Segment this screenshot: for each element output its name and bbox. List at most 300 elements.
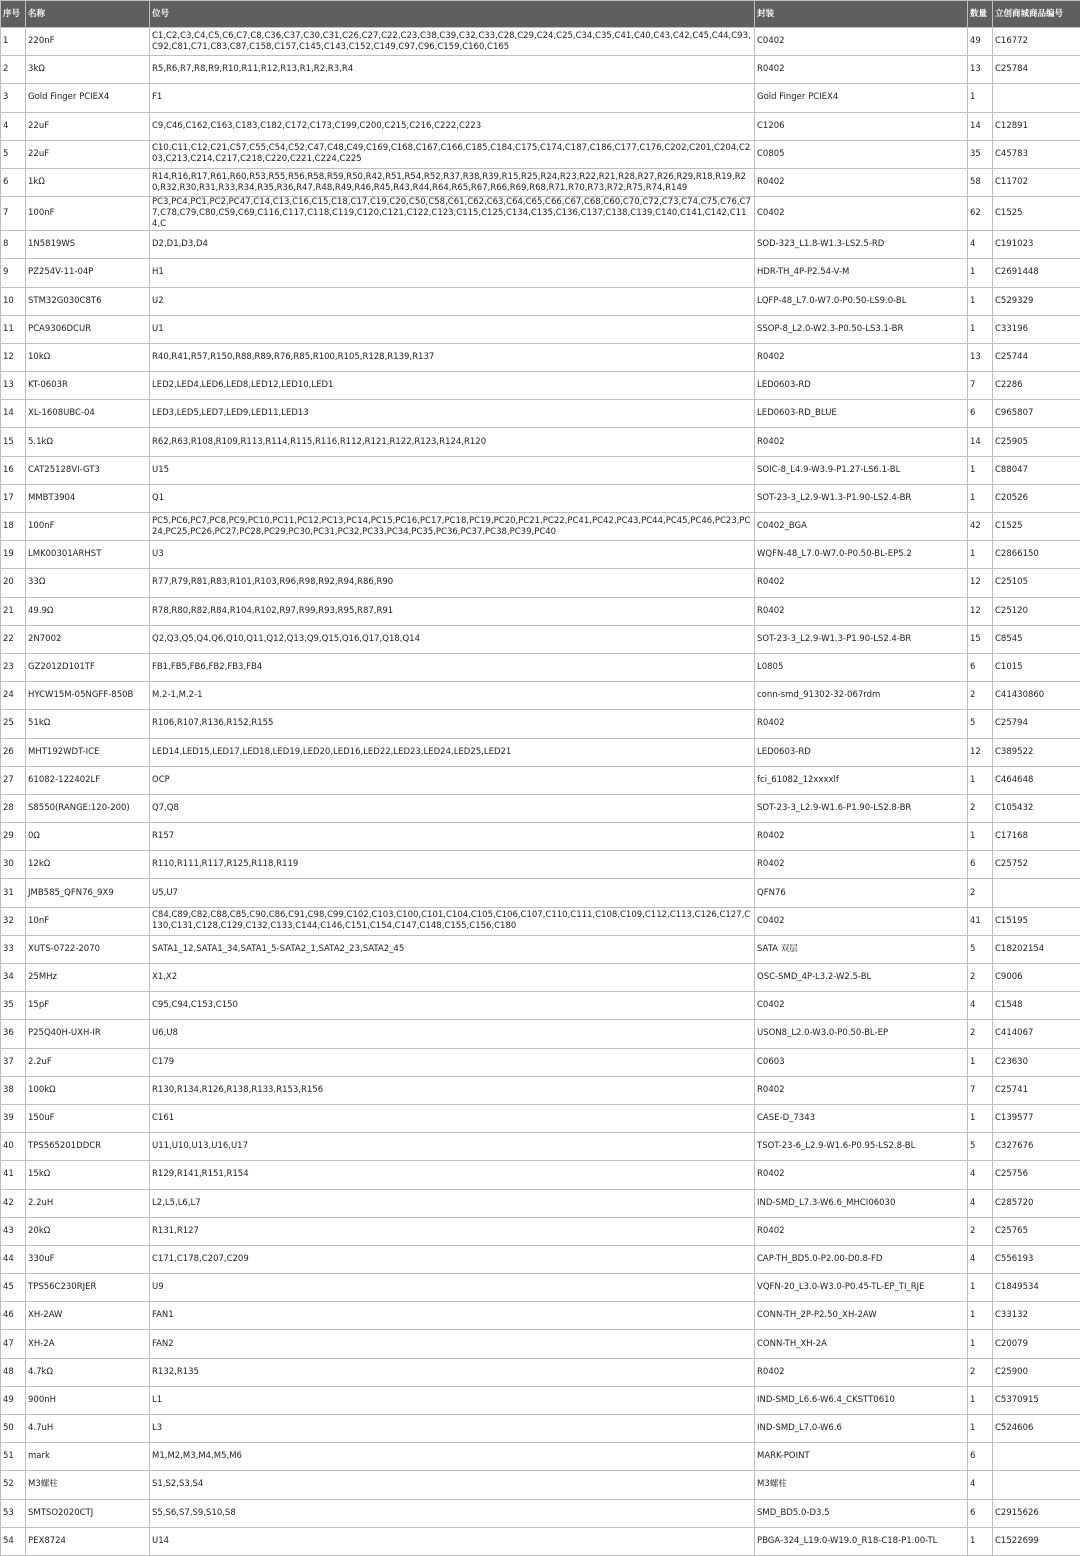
cell-name: 100kΩ [26, 1076, 150, 1104]
cell-designator: C9,C46,C162,C163,C183,C182,C172,C173,C199,C200,C215,C216,C222,C223 [150, 112, 755, 140]
cell-quantity: 49 [968, 28, 993, 56]
cell-footprint: C0402 [755, 992, 968, 1020]
cell-index: 19 [1, 541, 26, 569]
cell-index: 46 [1, 1302, 26, 1330]
cell-quantity: 5 [968, 935, 993, 963]
cell-index: 11 [1, 315, 26, 343]
cell-quantity: 5 [968, 710, 993, 738]
cell-name: MHT192WDT-ICE [26, 738, 150, 766]
cell-designator: FAN1 [150, 1302, 755, 1330]
cell-quantity: 4 [968, 1471, 993, 1499]
header-lcsc-part: 立创商城商品编号 [993, 1, 1080, 28]
cell-index: 34 [1, 964, 26, 992]
cell-quantity: 2 [968, 1217, 993, 1245]
table-row [1, 879, 1080, 907]
cell-index: 2 [1, 56, 26, 84]
cell-index: 24 [1, 682, 26, 710]
cell-name: 22uF [26, 140, 150, 168]
table-row [1, 541, 1080, 569]
cell-name: 61082-122402LF [26, 766, 150, 794]
cell-designator: U11,U10,U13,U16,U17 [150, 1133, 755, 1161]
cell-quantity: 41 [968, 907, 993, 935]
cell-lcsc-part: C1015 [993, 653, 1080, 681]
table-row [1, 682, 1080, 710]
cell-lcsc-part: C1849534 [993, 1274, 1080, 1302]
cell-name: 51kΩ [26, 710, 150, 738]
cell-lcsc-part: C327676 [993, 1133, 1080, 1161]
cell-footprint: IND-SMD_L7.0-W6.6 [755, 1415, 968, 1443]
cell-index: 35 [1, 992, 26, 1020]
cell-name: 10kΩ [26, 343, 150, 371]
cell-index: 16 [1, 456, 26, 484]
cell-index: 30 [1, 851, 26, 879]
cell-quantity: 42 [968, 513, 993, 541]
table-row [1, 168, 1080, 196]
table-row [1, 315, 1080, 343]
cell-index: 38 [1, 1076, 26, 1104]
table-row [1, 484, 1080, 512]
cell-designator: L3 [150, 1415, 755, 1443]
cell-name: TPS565201DDCR [26, 1133, 150, 1161]
cell-name: STM32G030C8T6 [26, 287, 150, 315]
cell-index: 20 [1, 569, 26, 597]
cell-designator: R157 [150, 823, 755, 851]
table-header [1, 1, 1080, 28]
cell-footprint: SOIC-8_L4.9-W3.9-P1.27-LS6.1-BL [755, 456, 968, 484]
cell-name: 0Ω [26, 823, 150, 851]
cell-quantity: 1 [968, 484, 993, 512]
cell-footprint: C0402 [755, 907, 968, 935]
cell-index: 50 [1, 1415, 26, 1443]
cell-designator: H1 [150, 259, 755, 287]
cell-designator: Q1 [150, 484, 755, 512]
header-index: 序号 [1, 1, 26, 28]
cell-index: 48 [1, 1358, 26, 1386]
cell-designator: M1,M2,M3,M4,M5,M6 [150, 1443, 755, 1471]
cell-quantity: 1 [968, 1104, 993, 1132]
table-row [1, 259, 1080, 287]
table-row [1, 1020, 1080, 1048]
table-row [1, 1330, 1080, 1358]
cell-lcsc-part [993, 1443, 1080, 1471]
cell-lcsc-part: C191023 [993, 231, 1080, 259]
cell-lcsc-part: C2286 [993, 372, 1080, 400]
cell-index: 32 [1, 907, 26, 935]
cell-lcsc-part: C33196 [993, 315, 1080, 343]
cell-quantity: 12 [968, 597, 993, 625]
table-row [1, 1048, 1080, 1076]
cell-footprint: R0402 [755, 851, 968, 879]
cell-lcsc-part: C2915626 [993, 1499, 1080, 1527]
cell-quantity: 1 [968, 1048, 993, 1076]
cell-name: XH-2AW [26, 1302, 150, 1330]
header-designator: 位号 [150, 1, 755, 28]
cell-index: 42 [1, 1189, 26, 1217]
table-row [1, 1217, 1080, 1245]
cell-quantity: 58 [968, 168, 993, 196]
cell-designator: R78,R80,R82,R84,R104,R102,R97,R99,R93,R95,R87,R91 [150, 597, 755, 625]
cell-designator: U1 [150, 315, 755, 343]
cell-name: 220nF [26, 28, 150, 56]
table-row [1, 710, 1080, 738]
cell-name: S8550(RANGE:120-200) [26, 794, 150, 822]
cell-footprint: WQFN-48_L7.0-W7.0-P0.50-BL-EP5.2 [755, 541, 968, 569]
cell-quantity: 1 [968, 315, 993, 343]
cell-footprint: C0805 [755, 140, 968, 168]
cell-quantity: 6 [968, 1499, 993, 1527]
cell-lcsc-part: C285720 [993, 1189, 1080, 1217]
cell-designator: U15 [150, 456, 755, 484]
cell-quantity: 6 [968, 1443, 993, 1471]
cell-quantity: 1 [968, 84, 993, 112]
cell-quantity: 1 [968, 1386, 993, 1414]
cell-footprint: SSOP-8_L2.0-W2.3-P0.50-LS3.1-BR [755, 315, 968, 343]
cell-lcsc-part: C12891 [993, 112, 1080, 140]
table-row [1, 1161, 1080, 1189]
cell-quantity: 14 [968, 112, 993, 140]
cell-quantity: 2 [968, 1358, 993, 1386]
header-name: 名称 [26, 1, 150, 28]
cell-footprint: R0402 [755, 597, 968, 625]
table-row [1, 851, 1080, 879]
cell-index: 43 [1, 1217, 26, 1245]
cell-name: 1kΩ [26, 168, 150, 196]
cell-footprint: QFN76 [755, 879, 968, 907]
cell-lcsc-part: C25794 [993, 710, 1080, 738]
table-row [1, 1415, 1080, 1443]
table-row [1, 140, 1080, 168]
cell-designator: U5,U7 [150, 879, 755, 907]
cell-index: 8 [1, 231, 26, 259]
cell-name: KT-0603R [26, 372, 150, 400]
cell-name: 150uF [26, 1104, 150, 1132]
cell-quantity: 15 [968, 625, 993, 653]
header-quantity: 数量 [968, 1, 993, 28]
table-row [1, 84, 1080, 112]
cell-designator: R131,R127 [150, 1217, 755, 1245]
cell-footprint: LED0603-RD_BLUE [755, 400, 968, 428]
cell-designator: R130,R134,R126,R138,R133,R153,R156 [150, 1076, 755, 1104]
cell-lcsc-part: C414067 [993, 1020, 1080, 1048]
cell-name: CAT25128VI-GT3 [26, 456, 150, 484]
cell-designator: Q2,Q3,Q5,Q4,Q6,Q10,Q11,Q12,Q13,Q9,Q15,Q16,Q17,Q18,Q14 [150, 625, 755, 653]
table-row [1, 1104, 1080, 1132]
cell-index: 3 [1, 84, 26, 112]
cell-name: 1N5819WS [26, 231, 150, 259]
cell-name: 5.1kΩ [26, 428, 150, 456]
cell-designator: LED3,LED5,LED7,LED9,LED11,LED13 [150, 400, 755, 428]
cell-index: 18 [1, 513, 26, 541]
cell-designator: FAN2 [150, 1330, 755, 1358]
cell-name: 100nF [26, 513, 150, 541]
cell-quantity: 13 [968, 56, 993, 84]
table-row [1, 1302, 1080, 1330]
cell-index: 40 [1, 1133, 26, 1161]
cell-designator: X1,X2 [150, 964, 755, 992]
table-row [1, 1274, 1080, 1302]
cell-index: 12 [1, 343, 26, 371]
cell-index: 6 [1, 168, 26, 196]
cell-footprint: SOT-23-3_L2.9-W1.3-P1.90-LS2.4-BR [755, 625, 968, 653]
cell-index: 14 [1, 400, 26, 428]
cell-designator: SATA1_12,SATA1_34,SATA1_5-SATA2_1,SATA2_23,SATA2_45 [150, 935, 755, 963]
cell-index: 41 [1, 1161, 26, 1189]
cell-lcsc-part: C41430860 [993, 682, 1080, 710]
table-row [1, 964, 1080, 992]
cell-lcsc-part: C25741 [993, 1076, 1080, 1104]
cell-lcsc-part: C25120 [993, 597, 1080, 625]
cell-designator: C171,C178,C207,C209 [150, 1245, 755, 1273]
cell-name: 4.7uH [26, 1415, 150, 1443]
cell-quantity: 6 [968, 400, 993, 428]
cell-footprint: R0402 [755, 1161, 968, 1189]
cell-index: 47 [1, 1330, 26, 1358]
cell-name: 20kΩ [26, 1217, 150, 1245]
cell-lcsc-part: C25905 [993, 428, 1080, 456]
cell-footprint: C0402_BGA [755, 513, 968, 541]
cell-lcsc-part: C1548 [993, 992, 1080, 1020]
cell-name: PEX8724 [26, 1527, 150, 1555]
cell-name: XL-1608UBC-04 [26, 400, 150, 428]
cell-name: HYCW15M-05NGFF-850B [26, 682, 150, 710]
cell-index: 27 [1, 766, 26, 794]
cell-lcsc-part: C389522 [993, 738, 1080, 766]
cell-lcsc-part: C8545 [993, 625, 1080, 653]
cell-footprint: IND-SMD_L6.6-W6.4_CKSTT0610 [755, 1386, 968, 1414]
cell-lcsc-part: C556193 [993, 1245, 1080, 1273]
cell-quantity: 6 [968, 653, 993, 681]
cell-lcsc-part: C139577 [993, 1104, 1080, 1132]
cell-footprint: MARK-POINT [755, 1443, 968, 1471]
cell-lcsc-part: C16772 [993, 28, 1080, 56]
cell-designator: Q7,Q8 [150, 794, 755, 822]
cell-footprint: LED0603-RD [755, 372, 968, 400]
cell-lcsc-part: C17168 [993, 823, 1080, 851]
cell-lcsc-part: C25756 [993, 1161, 1080, 1189]
cell-quantity: 13 [968, 343, 993, 371]
cell-footprint: R0402 [755, 1358, 968, 1386]
table-row [1, 766, 1080, 794]
cell-name: 2.2uH [26, 1189, 150, 1217]
cell-footprint: R0402 [755, 710, 968, 738]
cell-name: SMTSO2020CTJ [26, 1499, 150, 1527]
cell-name: 15kΩ [26, 1161, 150, 1189]
cell-footprint: L0805 [755, 653, 968, 681]
cell-lcsc-part [993, 1471, 1080, 1499]
cell-lcsc-part: C25765 [993, 1217, 1080, 1245]
table-row [1, 28, 1080, 56]
cell-name: PZ254V-11-04P [26, 259, 150, 287]
table-row [1, 1499, 1080, 1527]
cell-quantity: 1 [968, 1330, 993, 1358]
table-row [1, 597, 1080, 625]
table-row [1, 738, 1080, 766]
cell-index: 36 [1, 1020, 26, 1048]
cell-index: 44 [1, 1245, 26, 1273]
table-row [1, 1133, 1080, 1161]
cell-quantity: 12 [968, 569, 993, 597]
cell-name: 2.2uF [26, 1048, 150, 1076]
table-row [1, 456, 1080, 484]
cell-index: 51 [1, 1443, 26, 1471]
cell-designator: LED2,LED4,LED6,LED8,LED12,LED10,LED1 [150, 372, 755, 400]
cell-index: 15 [1, 428, 26, 456]
cell-name: 22uF [26, 112, 150, 140]
cell-footprint: R0402 [755, 168, 968, 196]
cell-lcsc-part: C25744 [993, 343, 1080, 371]
cell-footprint: R0402 [755, 343, 968, 371]
cell-lcsc-part: C5370915 [993, 1386, 1080, 1414]
cell-index: 22 [1, 625, 26, 653]
table-row [1, 400, 1080, 428]
cell-footprint: LED0603-RD [755, 738, 968, 766]
table-row [1, 823, 1080, 851]
cell-index: 1 [1, 28, 26, 56]
cell-lcsc-part [993, 879, 1080, 907]
table-row [1, 287, 1080, 315]
cell-index: 29 [1, 823, 26, 851]
cell-lcsc-part: C20079 [993, 1330, 1080, 1358]
cell-quantity: 1 [968, 823, 993, 851]
cell-quantity: 1 [968, 1274, 993, 1302]
cell-name: 10nF [26, 907, 150, 935]
cell-footprint: conn-smd_91302-32-067rdm [755, 682, 968, 710]
cell-footprint: SATA 双层 [755, 935, 968, 963]
cell-designator: R40,R41,R57,R150,R88,R89,R76,R85,R100,R105,R128,R139,R137 [150, 343, 755, 371]
cell-designator: C95,C94,C153,C150 [150, 992, 755, 1020]
cell-footprint: IND-SMD_L7.3-W6.6_MHCI06030 [755, 1189, 968, 1217]
table-row [1, 1527, 1080, 1555]
table-row [1, 1471, 1080, 1499]
cell-quantity: 62 [968, 197, 993, 231]
table-row [1, 907, 1080, 935]
cell-index: 10 [1, 287, 26, 315]
cell-name: PCA9306DCUR [26, 315, 150, 343]
cell-index: 9 [1, 259, 26, 287]
cell-quantity: 4 [968, 231, 993, 259]
table-row [1, 343, 1080, 371]
cell-index: 39 [1, 1104, 26, 1132]
cell-designator: U2 [150, 287, 755, 315]
cell-index: 25 [1, 710, 26, 738]
cell-index: 5 [1, 140, 26, 168]
cell-name: 12kΩ [26, 851, 150, 879]
header-footprint: 封装 [755, 1, 968, 28]
cell-designator: R110,R111,R117,R125,R118,R119 [150, 851, 755, 879]
cell-name: 3kΩ [26, 56, 150, 84]
header-row [1, 1, 1080, 28]
cell-footprint: CONN-TH_2P-P2.50_XH-2AW [755, 1302, 968, 1330]
cell-quantity: 1 [968, 1302, 993, 1330]
cell-lcsc-part: C45783 [993, 140, 1080, 168]
cell-name: 330uF [26, 1245, 150, 1273]
table-body [1, 28, 1080, 1556]
cell-footprint: TSOT-23-6_L2.9-W1.6-P0.95-LS2.8-BL [755, 1133, 968, 1161]
cell-quantity: 4 [968, 1245, 993, 1273]
cell-designator: U3 [150, 541, 755, 569]
cell-designator: R14,R16,R17,R61,R60,R53,R55,R56,R58,R59,R50,R42,R51,R54,R52,R37,R38,R39,R15,R25,R24,R23,R22,R21,R28,R27,R26,R29,R18,R19,R20,R32,R30,R31,R33,R34,R35,R36,R47,R48,R49,R46,R45,R43,R44,R64,R65,R67,R66,R69,R68,R71,R70,R73,R72,R75,R74,R149 [150, 168, 755, 196]
cell-index: 21 [1, 597, 26, 625]
cell-footprint: C0402 [755, 28, 968, 56]
table-row [1, 428, 1080, 456]
cell-lcsc-part: C524606 [993, 1415, 1080, 1443]
cell-footprint: R0402 [755, 56, 968, 84]
cell-quantity: 12 [968, 738, 993, 766]
cell-quantity: 1 [968, 456, 993, 484]
cell-lcsc-part: C15195 [993, 907, 1080, 935]
cell-designator: PC5,PC6,PC7,PC8,PC9,PC10,PC11,PC12,PC13,PC14,PC15,PC16,PC17,PC18,PC19,PC20,PC21,PC22,PC41,PC42,PC43,PC44,PC45,PC46,PC23,PC24,PC25,PC26,PC27,PC28,PC29,PC30,PC31,PC32,PC33,PC34,PC35,PC36,PC37,PC38,PC39,PC40 [150, 513, 755, 541]
cell-footprint: CONN-TH_XH-2A [755, 1330, 968, 1358]
table-row [1, 372, 1080, 400]
cell-designator: R132,R135 [150, 1358, 755, 1386]
cell-designator: FB1,FB5,FB6,FB2,FB3,FB4 [150, 653, 755, 681]
cell-lcsc-part: C33132 [993, 1302, 1080, 1330]
cell-designator: U9 [150, 1274, 755, 1302]
cell-name: GZ2012D101TF [26, 653, 150, 681]
cell-lcsc-part: C2866150 [993, 541, 1080, 569]
cell-designator: D2,D1,D3,D4 [150, 231, 755, 259]
cell-index: 49 [1, 1386, 26, 1414]
cell-name: 25MHz [26, 964, 150, 992]
cell-lcsc-part: C1525 [993, 197, 1080, 231]
cell-quantity: 2 [968, 794, 993, 822]
cell-index: 33 [1, 935, 26, 963]
cell-footprint: R0402 [755, 428, 968, 456]
cell-quantity: 1 [968, 1415, 993, 1443]
cell-designator: R5,R6,R7,R8,R9,R10,R11,R12,R13,R1,R2,R3,R4 [150, 56, 755, 84]
cell-footprint: SOT-23-3_L2.9-W1.6-P1.90-LS2.8-BR [755, 794, 968, 822]
cell-lcsc-part: C529329 [993, 287, 1080, 315]
cell-footprint: Gold Finger PCIEX4 [755, 84, 968, 112]
cell-name: JMB585_QFN76_9X9 [26, 879, 150, 907]
table-row [1, 197, 1080, 231]
cell-lcsc-part: C11702 [993, 168, 1080, 196]
cell-footprint: HDR-TH_4P-P2.54-V-M [755, 259, 968, 287]
cell-footprint: R0402 [755, 1076, 968, 1104]
cell-footprint: C1206 [755, 112, 968, 140]
cell-lcsc-part [993, 84, 1080, 112]
cell-designator: C161 [150, 1104, 755, 1132]
cell-name: 33Ω [26, 569, 150, 597]
cell-lcsc-part: C965807 [993, 400, 1080, 428]
cell-name: 15pF [26, 992, 150, 1020]
cell-name: LMK00301ARHST [26, 541, 150, 569]
cell-index: 54 [1, 1527, 26, 1555]
cell-index: 26 [1, 738, 26, 766]
cell-name: 49.9Ω [26, 597, 150, 625]
cell-footprint: fci_61082_12xxxxlf [755, 766, 968, 794]
cell-footprint: R0402 [755, 569, 968, 597]
cell-lcsc-part: C20526 [993, 484, 1080, 512]
cell-quantity: 7 [968, 372, 993, 400]
cell-index: 31 [1, 879, 26, 907]
cell-name: 2N7002 [26, 625, 150, 653]
cell-quantity: 6 [968, 851, 993, 879]
cell-lcsc-part: C2691448 [993, 259, 1080, 287]
cell-designator: PC3,PC4,PC1,PC2,PC47,C14,C13,C16,C15,C18,C17,C19,C20,C50,C58,C61,C62,C63,C64,C65,C66,C67,C68,C60,C70,C72,C73,C74,C75,C76,C77,C78,C79,C80,C59,C69,C116,C117,C118,C119,C120,C121,C122,C123,C115,C125,C134,C135,C136,C137,C138,C139,C140,C141,C142,C114,C [150, 197, 755, 231]
cell-designator: C84,C89,C82,C88,C85,C90,C86,C91,C98,C99,C102,C103,C100,C101,C104,C105,C106,C107,C110,C111,C108,C109,C112,C113,C126,C127,C130,C131,C128,C129,C132,C133,C144,C146,C151,C154,C147,C148,C155,C156,C180 [150, 907, 755, 935]
cell-designator: U14 [150, 1527, 755, 1555]
cell-quantity: 1 [968, 259, 993, 287]
cell-designator: OCP [150, 766, 755, 794]
cell-quantity: 2 [968, 879, 993, 907]
cell-index: 17 [1, 484, 26, 512]
cell-quantity: 14 [968, 428, 993, 456]
cell-footprint: R0402 [755, 823, 968, 851]
cell-quantity: 1 [968, 1527, 993, 1555]
table-row [1, 513, 1080, 541]
cell-name: 900nH [26, 1386, 150, 1414]
